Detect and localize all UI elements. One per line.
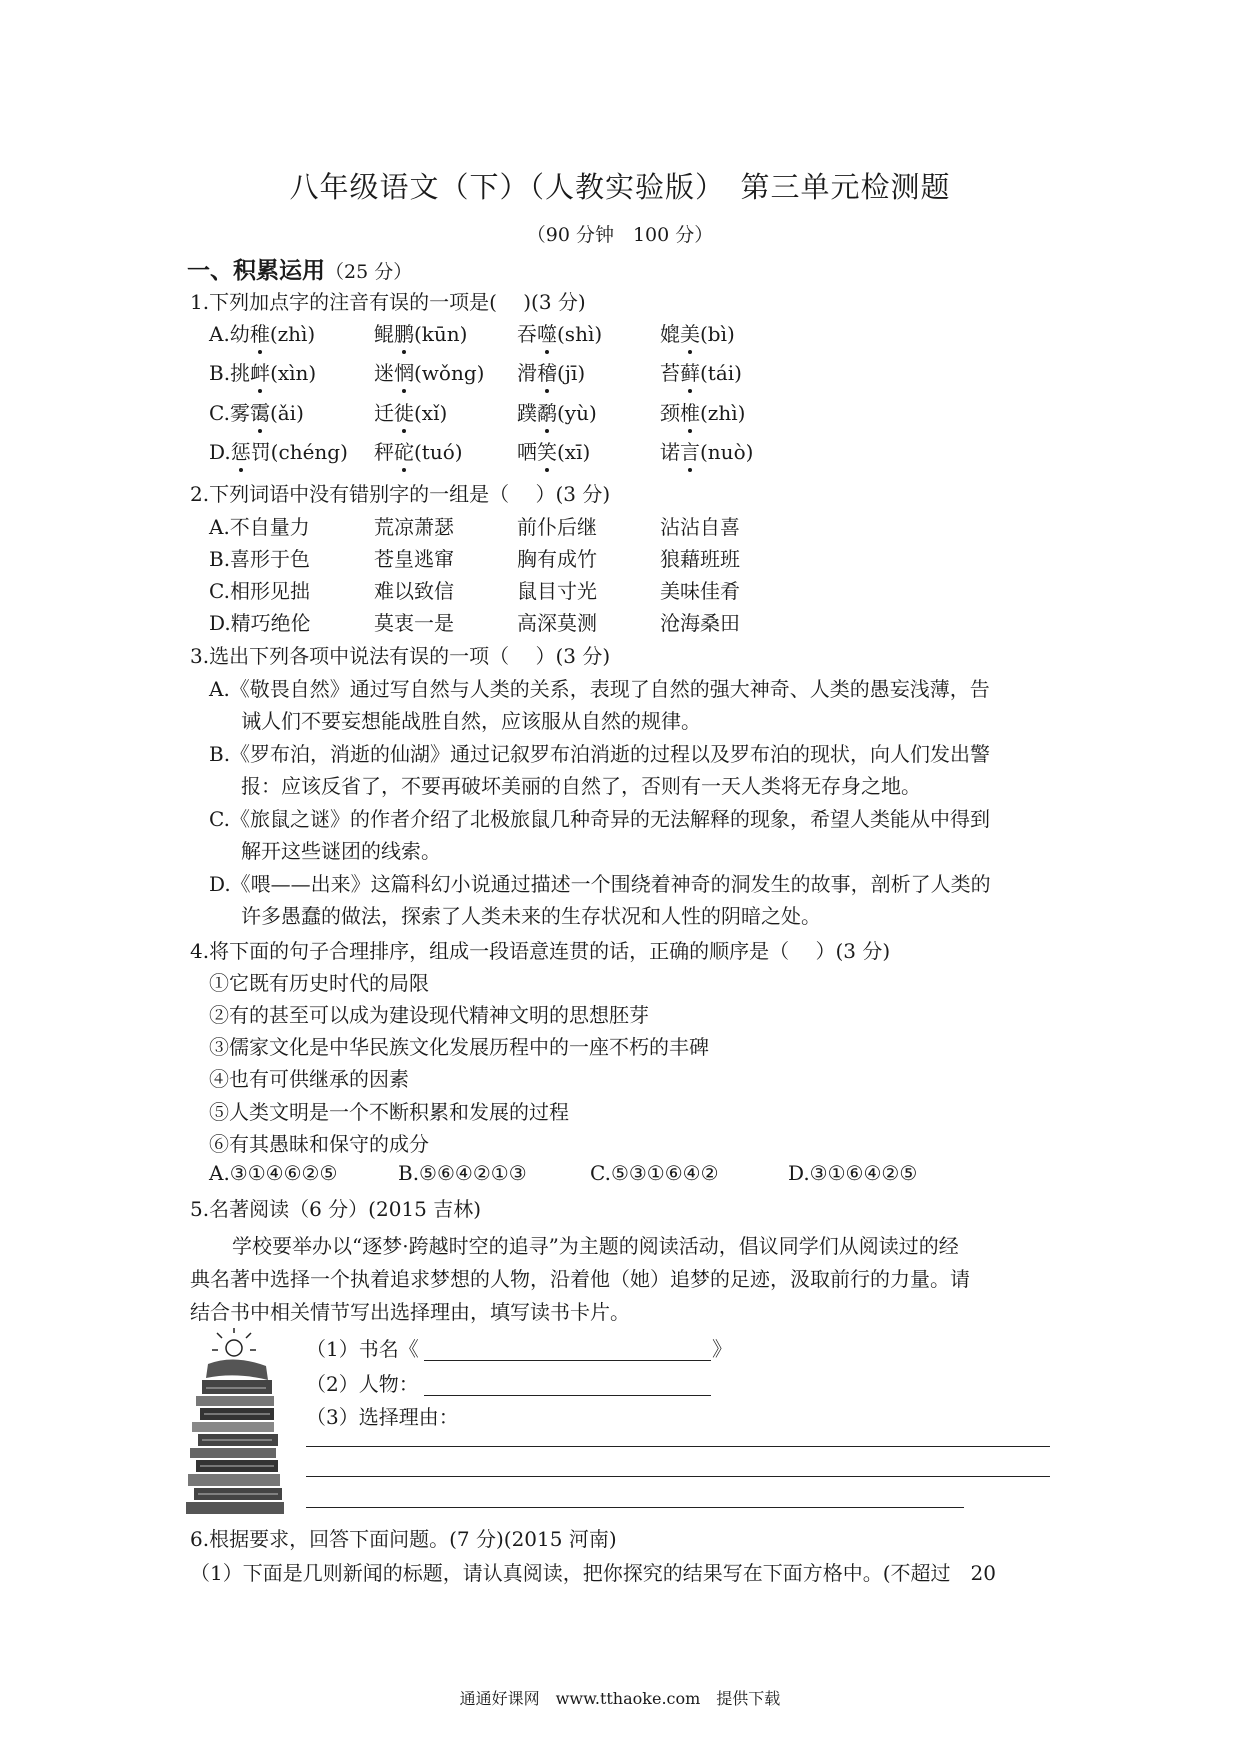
section-label: 一、积累运用: [187, 257, 325, 284]
q3-option-line: A.《敬畏自然》通过写自然与人类的关系，表现了自然的强大神奇、人类的愚妄浅薄，告: [209, 677, 990, 701]
q5-para-line-2: 典名著中选择一个执着追求梦想的人物，沿着他（她）追梦的足迹，汲取前行的力量。请: [190, 1267, 970, 1291]
q1-option-text: C.雾: [209, 401, 250, 425]
q3-option-line: C.《旅鼠之谜》的作者介绍了北极旅鼠几种奇异的无法解释的现象，希望人类能从中得到: [209, 807, 990, 831]
book-name-close: 》: [712, 1337, 732, 1361]
q1-option-text: 滑: [517, 361, 537, 385]
question-2-stem: 2.下列词语中没有错别字的一组是（ ）(3 分): [190, 482, 611, 506]
q2-option-cell: D.精巧绝伦: [209, 611, 311, 635]
page-subtitle: （90 分钟 100 分）: [526, 224, 714, 246]
q1-option-text: 颈: [660, 401, 680, 425]
q1-option-pinyin: (tuó): [414, 440, 463, 464]
q3-option-line: 报：应该反省了，不要再破坏美丽的自然了，否则有一天人类将无存身之地。: [241, 774, 921, 798]
q4-choice: A.③①④⑥②⑤: [209, 1161, 338, 1185]
q1-option-cell: [517, 318, 602, 347]
q1-dotted-char: 霭: [249, 401, 270, 425]
q1-option-cell: [660, 397, 745, 426]
q1-option-cell: [660, 318, 735, 347]
q1-dotted-char: 衅: [250, 361, 271, 385]
q4-sentence: ①它既有历史时代的局限: [209, 971, 429, 995]
section-heading: [187, 252, 412, 285]
q2-option-cell: 难以致信: [374, 579, 454, 603]
q1-option-cell: [374, 318, 468, 347]
q1-dotted-char: 美: [680, 322, 700, 346]
q1-option-cell: [517, 436, 590, 465]
question-1-stem: 1.下列加点字的注音有误的一项是( )(3 分): [190, 290, 586, 314]
page-footer: 通通好课网 www.tthaoke.com 提供下载: [459, 1689, 781, 1708]
q4-sentence: ④也有可供继承的因素: [209, 1067, 409, 1091]
q1-option-text: 媲: [660, 322, 680, 346]
q1-option-text: 蹼: [517, 401, 537, 425]
q1-option-pinyin: (jī): [557, 361, 586, 385]
q1-option-cell: [374, 397, 447, 426]
q1-dotted-char: 稽: [537, 361, 557, 385]
q1-option-cell: [517, 397, 597, 426]
q2-option-cell: 高深莫测: [517, 611, 597, 635]
q1-dotted-char: 砣: [394, 440, 414, 464]
q1-option-cell: [209, 436, 348, 465]
question-6-stem: 6.根据要求，回答下面问题。(7 分)(2015 河南): [190, 1527, 617, 1551]
q2-option-cell: B.喜形于色: [209, 547, 311, 571]
question-4-stem: 4.将下面的句子合理排序，组成一段语意连贯的话，正确的顺序是（ ）(3 分): [190, 939, 891, 963]
page-title: 八年级语文（下）（人教实验版） 第三单元检测题: [289, 170, 951, 204]
person-label: （2）人物：: [306, 1372, 419, 1396]
q1-option-pinyin: (zhì): [269, 322, 316, 346]
q1-option-cell: [660, 436, 753, 465]
book-name-input-line[interactable]: [424, 1360, 711, 1361]
q1-option-text: 迷: [374, 361, 394, 385]
q1-option-cell: [209, 357, 316, 386]
q4-sentence: ⑥有其愚昧和保守的成分: [209, 1132, 429, 1156]
q1-option-text: 迁: [374, 401, 394, 425]
q2-option-cell: 前仆后继: [517, 515, 597, 539]
q1-option-text: 诺: [660, 440, 680, 464]
q2-option-cell: 沧海桑田: [660, 611, 740, 635]
q4-sentence: ②有的甚至可以成为建设现代精神文明的思想胚芽: [209, 1003, 649, 1027]
q1-option-text: D.: [209, 440, 231, 464]
reason-line-1[interactable]: [306, 1446, 1050, 1447]
q4-sentence: ③儒家文化是中华民族文化发展历程中的一座不朽的丰碑: [209, 1035, 709, 1059]
q1-option-pinyin: (tái): [700, 361, 742, 385]
q2-option-cell: A.不自量力: [209, 515, 310, 539]
q2-option-cell: 荒凉萧瑟: [374, 515, 454, 539]
q1-option-text: 秤: [374, 440, 394, 464]
q5-para-line-1: 学校要举办以“逐梦·跨越时空的追寻”为主题的阅读活动，倡议同学们从阅读过的经: [232, 1234, 959, 1258]
q1-option-pinyin: (xī): [557, 440, 591, 464]
q1-option-text: 苔: [660, 361, 680, 385]
q1-dotted-char: 笑: [537, 440, 557, 464]
q1-option-cell: [374, 357, 484, 386]
q4-choice: B.⑤⑥④②①③: [398, 1161, 527, 1185]
question-5-stem: 5.名著阅读（6 分）(2015 吉林): [190, 1197, 482, 1221]
q2-option-cell: 美味佳肴: [660, 579, 740, 603]
q1-option-pinyin: (wǒng): [414, 361, 485, 385]
book-stack-illustration: [186, 1328, 288, 1516]
q1-dotted-char: 鹬: [537, 401, 557, 425]
q2-option-cell: 沾沾自喜: [660, 515, 740, 539]
q1-dotted-char: 惘: [394, 361, 414, 385]
q1-dotted-char: 稚: [249, 322, 270, 346]
q1-option-pinyin: (xǐ): [414, 401, 448, 425]
q1-dotted-char: 藓: [680, 361, 700, 385]
q1-dotted-char: 鹏: [394, 322, 414, 346]
question-6-sub1: （1）下面是几则新闻的标题，请认真阅读，把你探究的结果写在下面方格中。(不超过 20: [190, 1561, 996, 1585]
q1-option-pinyin: 罚(chéng): [250, 440, 348, 464]
q1-option-pinyin: (bì): [700, 322, 735, 346]
q1-dotted-char: 惩: [230, 440, 251, 464]
q1-option-pinyin: (shì): [557, 322, 603, 346]
q1-dotted-char: 椎: [680, 401, 700, 425]
q1-option-text: 吞: [517, 322, 537, 346]
q4-choice: C.⑤③①⑥④②: [590, 1161, 719, 1185]
q1-option-pinyin: (ǎi): [269, 401, 304, 425]
section-points: （25 分）: [325, 261, 413, 283]
q2-option-cell: C.相形见拙: [209, 579, 310, 603]
q2-option-cell: 苍皇逃窜: [374, 547, 454, 571]
q4-choice: D.③①⑥④②⑤: [788, 1161, 918, 1185]
reason-label: （3）选择理由：: [306, 1405, 459, 1429]
q1-option-cell: [517, 357, 585, 386]
person-input-line[interactable]: [424, 1395, 711, 1396]
question-3-stem: 3.选出下列各项中说法有误的一项（ ）(3 分): [190, 644, 611, 668]
q1-option-cell: [374, 436, 463, 465]
q3-option-line: 诫人们不要妄想能战胜自然，应该服从自然的规律。: [241, 709, 701, 733]
q1-option-cell: [209, 397, 304, 426]
q5-para-line-3: 结合书中相关情节写出选择理由，填写读书卡片。: [190, 1300, 630, 1324]
q2-option-cell: 胸有成竹: [517, 547, 597, 571]
q2-option-cell: 鼠目寸光: [517, 579, 597, 603]
q3-option-line: D.《喂——出来》这篇科幻小说通过描述一个围绕着神奇的洞发生的故事，剖析了人类的: [209, 872, 991, 896]
q2-option-cell: 狼藉班班: [660, 547, 740, 571]
q1-option-pinyin: (nuò): [700, 440, 754, 464]
q1-option-pinyin: (kūn): [414, 322, 468, 346]
q3-option-line: B.《罗布泊，消逝的仙湖》通过记叙罗布泊消逝的过程以及罗布泊的现状，向人们发出警: [209, 742, 991, 766]
q1-option-pinyin: (yù): [557, 401, 597, 425]
q4-sentence: ⑤人类文明是一个不断积累和发展的过程: [209, 1100, 569, 1124]
q1-option-text: B.挑: [209, 361, 251, 385]
reason-line-2[interactable]: [306, 1476, 1050, 1477]
q1-option-text: 鲲: [374, 322, 394, 346]
q1-option-cell: [660, 357, 742, 386]
q1-option-cell: [209, 318, 315, 347]
reason-line-3[interactable]: [306, 1507, 964, 1508]
q3-option-line: 解开这些谜团的线索。: [241, 839, 441, 863]
q1-dotted-char: 噬: [537, 322, 557, 346]
q1-dotted-char: 言: [680, 440, 700, 464]
q1-option-text: A.幼: [209, 322, 250, 346]
q1-dotted-char: 徙: [394, 401, 414, 425]
book-name-label: （1）书名《: [306, 1337, 419, 1361]
q2-option-cell: 莫衷一是: [374, 611, 454, 635]
q1-option-pinyin: (xìn): [270, 361, 317, 385]
q3-option-line: 许多愚蠢的做法，探索了人类未来的生存状况和人性的阴暗之处。: [241, 904, 821, 928]
q1-option-text: 哂: [517, 440, 537, 464]
q1-option-pinyin: (zhì): [700, 401, 746, 425]
